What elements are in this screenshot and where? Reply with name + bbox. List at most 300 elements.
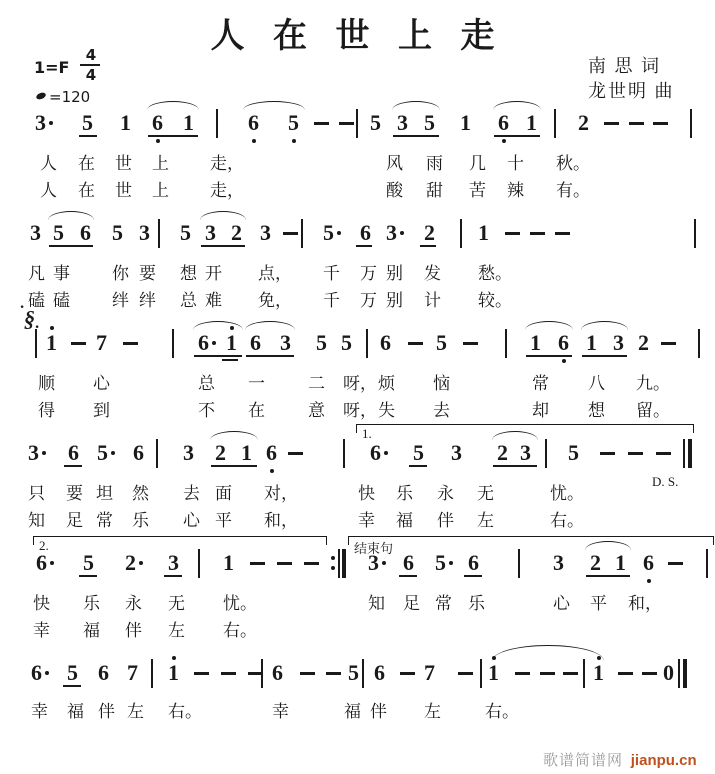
note-digit: 2 (497, 440, 508, 465)
lyric-char: 雨 (426, 154, 443, 173)
duration-dash (600, 452, 615, 455)
beam-underline (201, 245, 245, 247)
barline-repeat-thick (342, 549, 346, 578)
note-digit: 3 (451, 440, 462, 465)
note-digit: 3 (205, 220, 216, 245)
note-digit: 2 (638, 330, 649, 355)
lyric-char: 福 (67, 702, 84, 721)
lyric-char: 却 (532, 401, 549, 420)
duration-dash (71, 342, 86, 345)
lyric-char: 较。 (478, 291, 512, 310)
lyric-char: 上 (152, 181, 169, 200)
lyric-char: 坦 (96, 484, 113, 503)
lyric-char: 幸 (272, 702, 289, 721)
lyric-char: 右。 (223, 621, 257, 640)
note-digit: 3 (613, 330, 624, 355)
duration-dash (668, 562, 683, 565)
note-digit: 5 (436, 330, 447, 355)
volta-bracket (356, 424, 694, 433)
augmentation-dot (449, 561, 453, 565)
note-digit: 2 (578, 110, 589, 135)
volta-label: 2. (39, 538, 49, 553)
lyric-char: 呀， (343, 401, 377, 420)
note-digit: 1 (593, 660, 604, 685)
lyric-char: 千 (323, 264, 340, 283)
duration-dash (123, 342, 138, 345)
lyric-char: 风 (386, 154, 403, 173)
ds-mark: D. S. (652, 474, 679, 489)
lyric-char: 恼 (433, 374, 450, 393)
lyric-char: 足 (403, 594, 420, 613)
beam-underline (420, 245, 436, 247)
augmentation-dot (384, 451, 388, 455)
barline (545, 439, 547, 468)
lyric-char: 福 (396, 511, 413, 530)
note-digit: 1 (183, 110, 194, 135)
lyric-char: 千 (323, 291, 340, 310)
octave-dot-below (252, 139, 256, 143)
lyric-char: 乐 (132, 511, 149, 530)
lyric-char: 秋。 (556, 154, 590, 173)
beam-underline (409, 465, 427, 467)
note-digit: 3 (397, 110, 408, 135)
lyric-char: 去 (433, 401, 450, 420)
lyric-char: 发 (424, 264, 441, 283)
beam-underline (211, 465, 257, 467)
duration-dash (628, 452, 643, 455)
beam-underline (526, 355, 572, 357)
barline (151, 659, 153, 688)
lyric-char: 凡 (28, 264, 45, 283)
note-digit: 3 (280, 330, 291, 355)
lyric-char: 有。 (556, 181, 590, 200)
lyric-char: 乐 (83, 594, 100, 613)
lyric-char: 上 (152, 154, 169, 173)
barline (158, 219, 160, 248)
duration-dash (339, 122, 354, 125)
augmentation-dot (111, 451, 115, 455)
note-digit: 1 (488, 660, 499, 685)
beam-underline (64, 465, 82, 467)
augmentation-dot (139, 561, 143, 565)
tempo-value: =120 (49, 88, 91, 106)
lyric-char: 想 (588, 401, 605, 420)
duration-dash (304, 562, 319, 565)
barline (554, 109, 556, 138)
beam-underline (148, 135, 198, 137)
duration-dash (505, 232, 520, 235)
lyric-char: 心 (553, 594, 570, 613)
lyric-char: 二 (308, 374, 325, 393)
augmentation-dot (45, 671, 49, 675)
note-digit: 7 (424, 660, 435, 685)
beam-underline (63, 685, 81, 687)
duration-dash (314, 122, 329, 125)
octave-dot-below (562, 359, 566, 363)
note-digit: 3 (520, 440, 531, 465)
note-digit: 3 (35, 110, 46, 135)
note-digit: 6 (498, 110, 509, 135)
beam-underline (464, 575, 482, 577)
lyric-char: 你 (112, 264, 129, 283)
note-digit: 6 (558, 330, 569, 355)
note-digit: 5 (82, 110, 93, 135)
note-digit: 6 (250, 330, 261, 355)
lyric-char: 八 (588, 374, 605, 393)
lyric-char: 要 (139, 264, 156, 283)
lyric-char: 左 (424, 702, 441, 721)
barline (505, 329, 507, 358)
note-digit: 1 (530, 330, 541, 355)
note-digit: 6 (643, 550, 654, 575)
slur-arc (525, 321, 573, 331)
duration-dash (515, 672, 530, 675)
augmentation-dot (337, 231, 341, 235)
composer-credit: 龙世明 曲 (588, 81, 675, 101)
note-digit: 7 (96, 330, 107, 355)
barline (480, 659, 482, 688)
barline (706, 549, 708, 578)
lyric-char: 几 (469, 154, 486, 173)
augmentation-dot (50, 561, 54, 565)
note-digit: 5 (348, 660, 359, 685)
lyric-char: 世 (115, 181, 132, 200)
lyric-char: 幸 (31, 702, 48, 721)
lyric-char: 忧。 (550, 484, 584, 503)
note-digit: 5 (288, 110, 299, 135)
beam-underline (582, 355, 627, 357)
lyric-char: 伴 (370, 702, 387, 721)
barline (261, 659, 263, 688)
lyric-char: 辣 (507, 181, 524, 200)
beam-underline (356, 245, 372, 247)
lyric-char: 世 (115, 154, 132, 173)
slur-arc (210, 431, 258, 441)
lyric-char: 福 (344, 702, 361, 721)
note-digit: 1 (615, 550, 626, 575)
lyric-char: 幸 (33, 621, 50, 640)
barline (356, 109, 358, 138)
beam-underline (246, 355, 294, 357)
lyric-char: 知 (28, 511, 45, 530)
octave-dot-below (292, 139, 296, 143)
note-digit: 2 (424, 220, 435, 245)
note-digit: 6 (248, 110, 259, 135)
lyric-char: 平 (215, 511, 232, 530)
volta-bracket (348, 536, 714, 545)
note-digit: 3 (139, 220, 150, 245)
time-signature-numerator: 4 (85, 46, 97, 64)
barline (198, 549, 200, 578)
note-digit: 3 (28, 440, 39, 465)
duration-dash (221, 672, 236, 675)
lyric-char: 去 (183, 484, 200, 503)
lyric-char: 然 (132, 484, 149, 503)
lyric-char: 绊 (112, 291, 129, 310)
lyric-char: 心 (93, 374, 110, 393)
lyric-char: 左 (127, 702, 144, 721)
barline (156, 439, 158, 468)
note-digit: 3 (168, 550, 179, 575)
barline (366, 329, 368, 358)
note-digit: 2 (215, 440, 226, 465)
duration-dash (604, 122, 619, 125)
note-digit: 6 (80, 220, 91, 245)
octave-dot-above (50, 326, 54, 330)
lyric-char: 走， (210, 154, 244, 173)
lyric-char: 走， (210, 181, 244, 200)
beam-underline (164, 575, 182, 577)
lyric-char: 和， (264, 511, 298, 530)
beam-underline (79, 135, 97, 137)
lyricist-credit: 南 思 词 (588, 56, 661, 76)
duration-dash (283, 232, 298, 235)
lyric-char: 总 (180, 291, 197, 310)
lyric-char: 烦 (378, 374, 395, 393)
volta-label: 结束句 (354, 541, 394, 556)
note-digit: 1 (120, 110, 131, 135)
lyric-char: 要 (66, 484, 83, 503)
lyric-char: 左 (168, 621, 185, 640)
lyric-char: 得 (38, 401, 55, 420)
slur-arc (392, 101, 440, 111)
barline-final-thin (683, 439, 685, 468)
watermark (543, 749, 697, 770)
note-digit: 1 (478, 220, 489, 245)
note-digit: 0 (663, 660, 674, 685)
lyric-char: 伴 (98, 702, 115, 721)
note-digit: 3 (553, 550, 564, 575)
segno-mark: · § · (24, 306, 35, 332)
lyric-char: 甜 (426, 181, 443, 200)
lyric-char: 幸 (358, 511, 375, 530)
duration-dash (326, 672, 341, 675)
lyric-char: 到 (93, 401, 110, 420)
duration-dash (288, 452, 303, 455)
note-digit: 6 (133, 440, 144, 465)
lyric-char: 难 (205, 291, 222, 310)
note-digit: 5 (413, 440, 424, 465)
note-digit: 5 (112, 220, 123, 245)
barline (690, 109, 692, 138)
lyric-char: 一 (248, 374, 265, 393)
barline-final-thick (683, 659, 687, 688)
beam-underline (494, 135, 540, 137)
beam-underline-2 (222, 359, 238, 361)
lyric-char: 快 (33, 594, 50, 613)
note-digit: 6 (68, 440, 79, 465)
lyric-char: 心 (183, 511, 200, 530)
note-digit: 3 (183, 440, 194, 465)
duration-dash (463, 342, 478, 345)
lyric-char: 乐 (468, 594, 485, 613)
lyric-char: 忧。 (223, 594, 257, 613)
note-digit: 1 (46, 330, 57, 355)
note-digit: 6 (198, 330, 209, 355)
note-digit: 3 (368, 550, 379, 575)
lyric-char: 别 (386, 264, 403, 283)
lyric-char: 知 (368, 594, 385, 613)
repeat-dot (331, 566, 335, 570)
note-digit: 5 (435, 550, 446, 575)
lyric-char: 苦 (469, 181, 486, 200)
note-digit: 5 (323, 220, 334, 245)
time-signature-denominator: 4 (85, 66, 97, 84)
barline-repeat-thin (338, 549, 340, 578)
note-digit: 3 (260, 220, 271, 245)
duration-dash (563, 672, 578, 675)
lyric-char: 绊 (139, 291, 156, 310)
note-digit: 6 (98, 660, 109, 685)
note-digit: 1 (526, 110, 537, 135)
lyric-char: 面 (215, 484, 232, 503)
note-digit: 6 (266, 440, 277, 465)
duration-dash (540, 672, 555, 675)
augmentation-dot (42, 451, 46, 455)
lyric-char: 右。 (168, 702, 202, 721)
barline (362, 659, 364, 688)
duration-dash (656, 452, 671, 455)
lyric-char: 呀， (343, 374, 377, 393)
note-digit: 5 (67, 660, 78, 685)
barline (343, 439, 345, 468)
lyric-char: 不 (198, 401, 215, 420)
tempo-note-icon (35, 91, 47, 100)
note-digit: 6 (152, 110, 163, 135)
lyric-char: 常 (532, 374, 549, 393)
note-digit: 5 (341, 330, 352, 355)
lyric-char: 事 (53, 264, 70, 283)
duration-dash (250, 562, 265, 565)
lyric-char: 人 (40, 154, 57, 173)
duration-dash (530, 232, 545, 235)
beam-underline (493, 465, 537, 467)
note-digit: 5 (424, 110, 435, 135)
augmentation-dot (49, 121, 53, 125)
slur-arc (48, 211, 94, 221)
duration-dash (194, 672, 209, 675)
duration-dash (458, 672, 473, 675)
lyric-char: 在 (248, 401, 265, 420)
lyric-char: 九。 (636, 374, 670, 393)
barline (301, 219, 303, 248)
octave-dot-below (647, 579, 651, 583)
lyric-char: 在 (78, 154, 95, 173)
note-digit: 5 (83, 550, 94, 575)
lyric-char: 万 (360, 291, 377, 310)
key-signature: 1=F (34, 58, 70, 77)
note-digit: 6 (380, 330, 391, 355)
lyric-char: 伴 (125, 621, 142, 640)
lyric-char: 磕 (53, 291, 70, 310)
beam-underline (393, 135, 439, 137)
augmentation-dot (382, 561, 386, 565)
barline (698, 329, 700, 358)
note-digit: 2 (590, 550, 601, 575)
lyric-char: 意 (308, 401, 325, 420)
lyric-char: 常 (96, 511, 113, 530)
note-digit: 5 (316, 330, 327, 355)
lyric-char: 愁。 (478, 264, 512, 283)
note-digit: 5 (568, 440, 579, 465)
lyric-char: 磕 (28, 291, 45, 310)
lyric-char: 总 (198, 374, 215, 393)
note-digit: 6 (360, 220, 371, 245)
lyric-char: 想 (180, 264, 197, 283)
lyric-char: 右。 (485, 702, 519, 721)
lyric-char: 平 (590, 594, 607, 613)
slur-arc (245, 321, 295, 331)
note-digit: 5 (180, 220, 191, 245)
note-digit: 1 (241, 440, 252, 465)
note-digit: 5 (370, 110, 381, 135)
watermark-domain: jianpu.cn (630, 752, 697, 769)
lyric-char: 开 (205, 264, 222, 283)
note-digit: 5 (97, 440, 108, 465)
note-digit: 6 (374, 660, 385, 685)
lyric-char: 足 (66, 511, 83, 530)
barline-final-thin (678, 659, 680, 688)
augmentation-dot (212, 341, 216, 345)
lyric-char: 只 (28, 484, 45, 503)
duration-dash (618, 672, 633, 675)
note-digit: 6 (31, 660, 42, 685)
slur-arc (493, 101, 541, 111)
barline (518, 549, 520, 578)
octave-dot-above (172, 656, 176, 660)
note-digit: 6 (272, 660, 283, 685)
duration-dash (653, 122, 668, 125)
note-digit: 1 (226, 330, 237, 355)
beam-underline (49, 245, 93, 247)
lyric-char: 免， (258, 291, 292, 310)
octave-dot-below (502, 139, 506, 143)
lyric-char: 万 (360, 264, 377, 283)
note-digit: 2 (231, 220, 242, 245)
volta-bracket (33, 536, 327, 545)
lyric-char: 无 (477, 484, 494, 503)
barline (694, 219, 696, 248)
duration-dash (629, 122, 644, 125)
beam-underline (586, 575, 630, 577)
volta-label: 1. (362, 426, 372, 441)
lyric-char: 留。 (636, 401, 670, 420)
page-title: 人 在 世 上 走 (210, 18, 505, 55)
lyric-char: 对， (264, 484, 298, 503)
watermark-site: 歌谱简谱网 (543, 753, 624, 769)
slur-arc (243, 101, 305, 111)
note-digit: 1 (223, 550, 234, 575)
octave-dot-below (156, 139, 160, 143)
lyric-char: 十 (507, 154, 524, 173)
lyric-char: 计 (424, 291, 441, 310)
lyric-char: 乐 (396, 484, 413, 503)
lyric-char: 人 (40, 181, 57, 200)
slur-arc (200, 211, 246, 221)
lyric-char: 右。 (550, 511, 584, 530)
tie-arc (492, 645, 604, 661)
slur-arc (147, 101, 199, 111)
lyric-char: 酸 (386, 181, 403, 200)
duration-dash (300, 672, 315, 675)
lyric-char: 和， (628, 594, 662, 613)
note-digit: 5 (53, 220, 64, 245)
lyric-char: 左 (477, 511, 494, 530)
note-digit: 1 (586, 330, 597, 355)
lyric-char: 在 (78, 181, 95, 200)
slur-arc (193, 321, 243, 331)
duration-dash (642, 672, 657, 675)
